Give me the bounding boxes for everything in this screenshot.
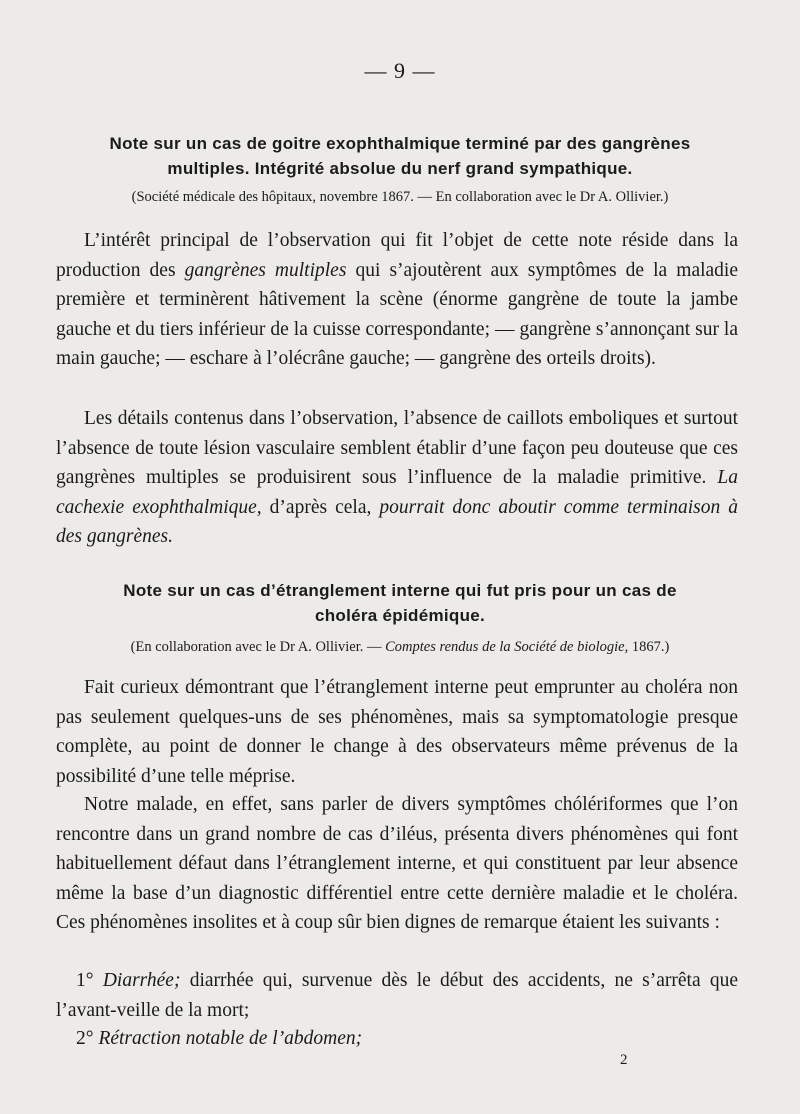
section-2-title-line-2: choléra épidémique. [314, 606, 486, 625]
section-1-title [60, 131, 740, 181]
section-2-paragraph-2: Notre malade, en effet, sans parler de divers symptômes chólériformes que l’on rencontre dans un grand nombre de cas d’iléus, présenta divers phénomènes qui font habituellement défaut dans l’étranglement interne, et qui constituent par leur absence même la base d’un diagnostic différentiel entre cette dernière maladie et le choléra. Ces phénomènes insolites et à coup sûr bien dignes de remarque étaient les suivants : [56, 794, 738, 934]
section-2-paragraph-1: Fait curieux démontrant que l’étranglement interne peut emprunter au choléra non pas seulement quelques-uns de ses phénomènes, mais sa symptomatologie presque complète, au point de donner le change à des observateurs même prévenus de la possibilité d’une telle méprise. [56, 677, 738, 787]
section-1-citation: (Société médicale des hôpitaux, novembre 1867. — En collaboration avec le Dr A. Ollivier.) [131, 189, 669, 205]
list-item-2: 2° Rétraction notable de l’abdomen; [76, 1028, 363, 1049]
list-item-1: 1° Diarrhée; diarrhée qui, survenue dès le début des accidents, ne s’arrêta que l’avant-veille de la mort; [56, 970, 739, 1021]
section-1-title-line-1: Note sur un cas de goitre exophthalmique terminé par des gangrènes [109, 134, 691, 153]
section-1-paragraph-1: L’intérêt principal de l’observation qui fit l’objet de cette note réside dans la production des gangrènes multiples qui s’ajoutèrent aux symptômes de la maladie première et terminèrent hâtivement la scène (énorme gangrène de toute la jambe gauche et du tiers inférieur de la cuisse correspondante; — gangrène s’annonçant sur la main gauche; — eschare à l’olécrâne gauche; — gangrène des orteils droits). [56, 230, 738, 370]
section-1-title-line-2: multiples. Intégrité absolue du nerf grand sympathique. [167, 159, 633, 178]
page-number: — 9 — [364, 58, 436, 83]
signature-mark: 2 [620, 1052, 628, 1068]
section-2-citation: (En collaboration avec le Dr A. Ollivier. — Comptes rendus de la Société de biologie, 1867.) [130, 639, 670, 655]
section-2-title-line-1: Note sur un cas d’étranglement interne qui fut pris pour un cas de [123, 581, 677, 600]
section-2-title [60, 578, 740, 628]
section-1-paragraph-2: Les détails contenus dans l’observation, l’absence de caillots emboliques et surtout l’absence de toute lésion vasculaire semblent établir d’une façon peu douteuse que ces gangrènes multiples se produisirent sous l’influence de la maladie primitive. La cachexie exophthalmique, d’après cela, pourrait donc aboutir comme terminaison à des gangrènes. [56, 408, 739, 548]
